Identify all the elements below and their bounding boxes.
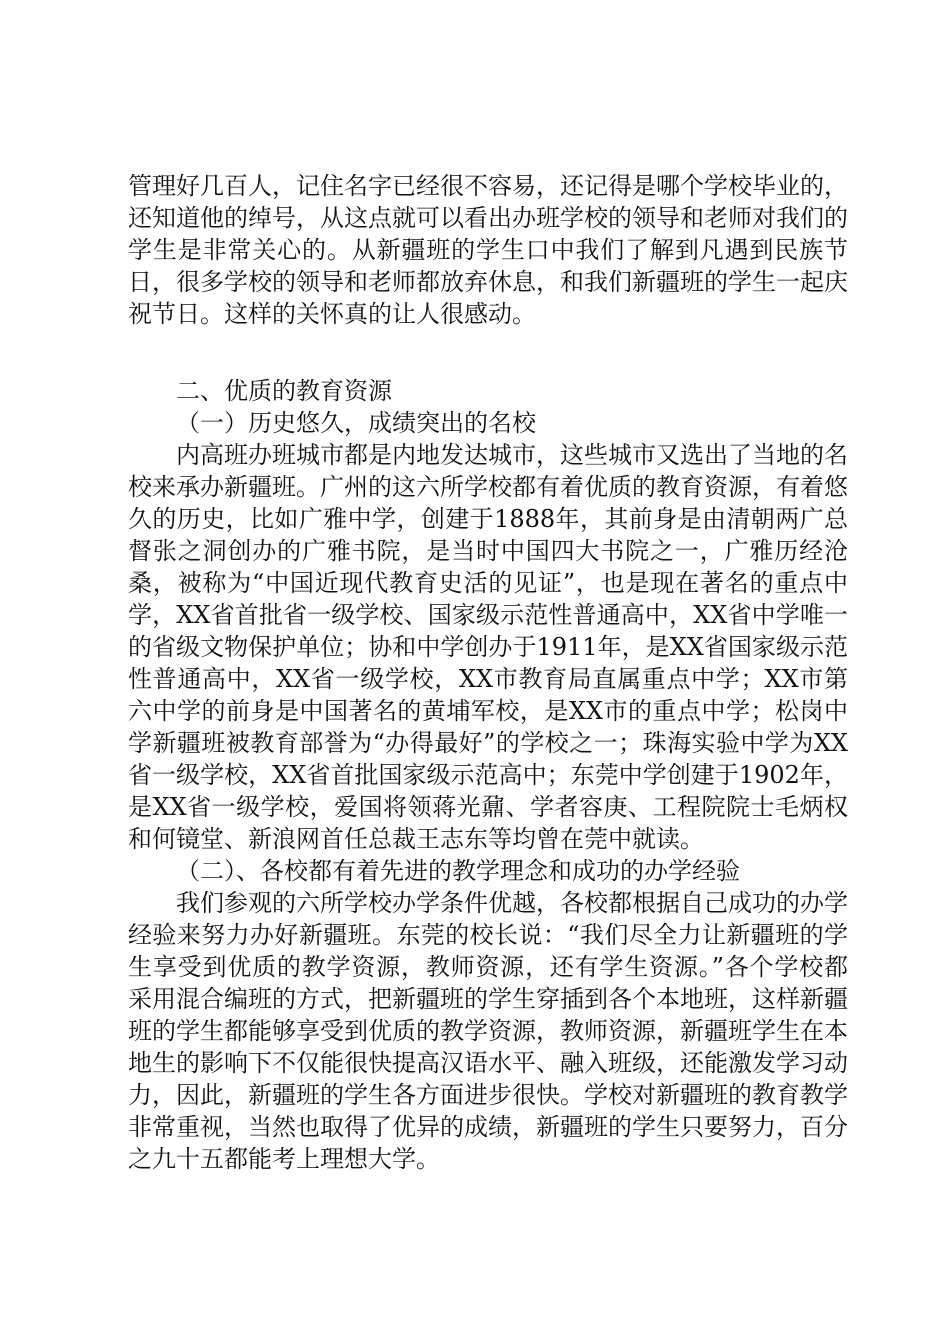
document-body — [128, 170, 848, 1175]
subsection-heading-1: （一）历史悠久，成绩突出的名校 — [176, 409, 536, 437]
paragraph-gap — [128, 330, 848, 375]
subsection-heading-2: （二）、各校都有着先进的教学理念和成功的办学经验 — [176, 857, 740, 885]
paragraph-schools: 内高班办班城市都是内地发达城市，这些城市又选出了当地的名校来承办新疆班。广州的这六所学校都有着优质的教育资源，有着悠久的历史，比如广雅中学，创建于1888年，其前身是由清朝两广总督张之洞创办的广雅书院，是当时中国四大书院之一，广雅历经沧桑，被称为“中国近现代教育史活的见证”，也是现在著名的重点中学，XX省首批省一级学校、国家级示范性普通高中，XX省中学唯一的省级文物保护单位；协和中学创办于1911年，是XX省国家级示范性普通高中，XX省一级学校，XX市教育局直属重点中学；XX市第六中学的前身是中国著名的黄埔军校，是XX市的重点中学；松岗中学新疆班被教育部誉为“办得最好”的学校之一；珠海实验中学为XX省一级学校，XX省首批国家级示范高中；东莞中学创建于1902年，是XX省一级学校，爱国将领蒋光鼐、学者容庚、工程院院士毛炳权和何镜堂、新浪网首任总裁王志东等均曾在莞中就读。 — [128, 441, 848, 853]
paragraph-continuation: 管理好几百人，记住名字已经很不容易，还记得是哪个学校毕业的，还知道他的绰号，从这点就可以看出办班学校的领导和老师对我们的学生是非常关心的。从新疆班的学生口中我们了解到凡遇到民族节日，很多学校的领导和老师都放弃休息，和我们新疆班的学生一起庆祝节日。这样的关怀真的让人很感动。 — [128, 172, 848, 328]
section-heading: 二、优质的教育资源 — [176, 377, 392, 405]
paragraph-teaching: 我们参观的六所学校办学条件优越，各校都根据自己成功的办学经验来努力办好新疆班。东莞的校长说：“我们尽全力让新疆班的学生享受到优质的教学资源，教师资源，还有学生资源。”各个学校都采用混合编班的方式，把新疆班的学生穿插到各个本地班，这样新疆班的学生都能够享受到优质的教学资源，教师资源，新疆班学生在本地生的影响下不仅能很快提高汉语水平、融入班级，还能激发学习动力，因此，新疆班的学生各方面进步很快。学校对新疆班的教育教学非常重视，当然也取得了优异的成绩，新疆班的学生只要努力，百分之九十五都能考上理想大学。 — [128, 889, 848, 1173]
